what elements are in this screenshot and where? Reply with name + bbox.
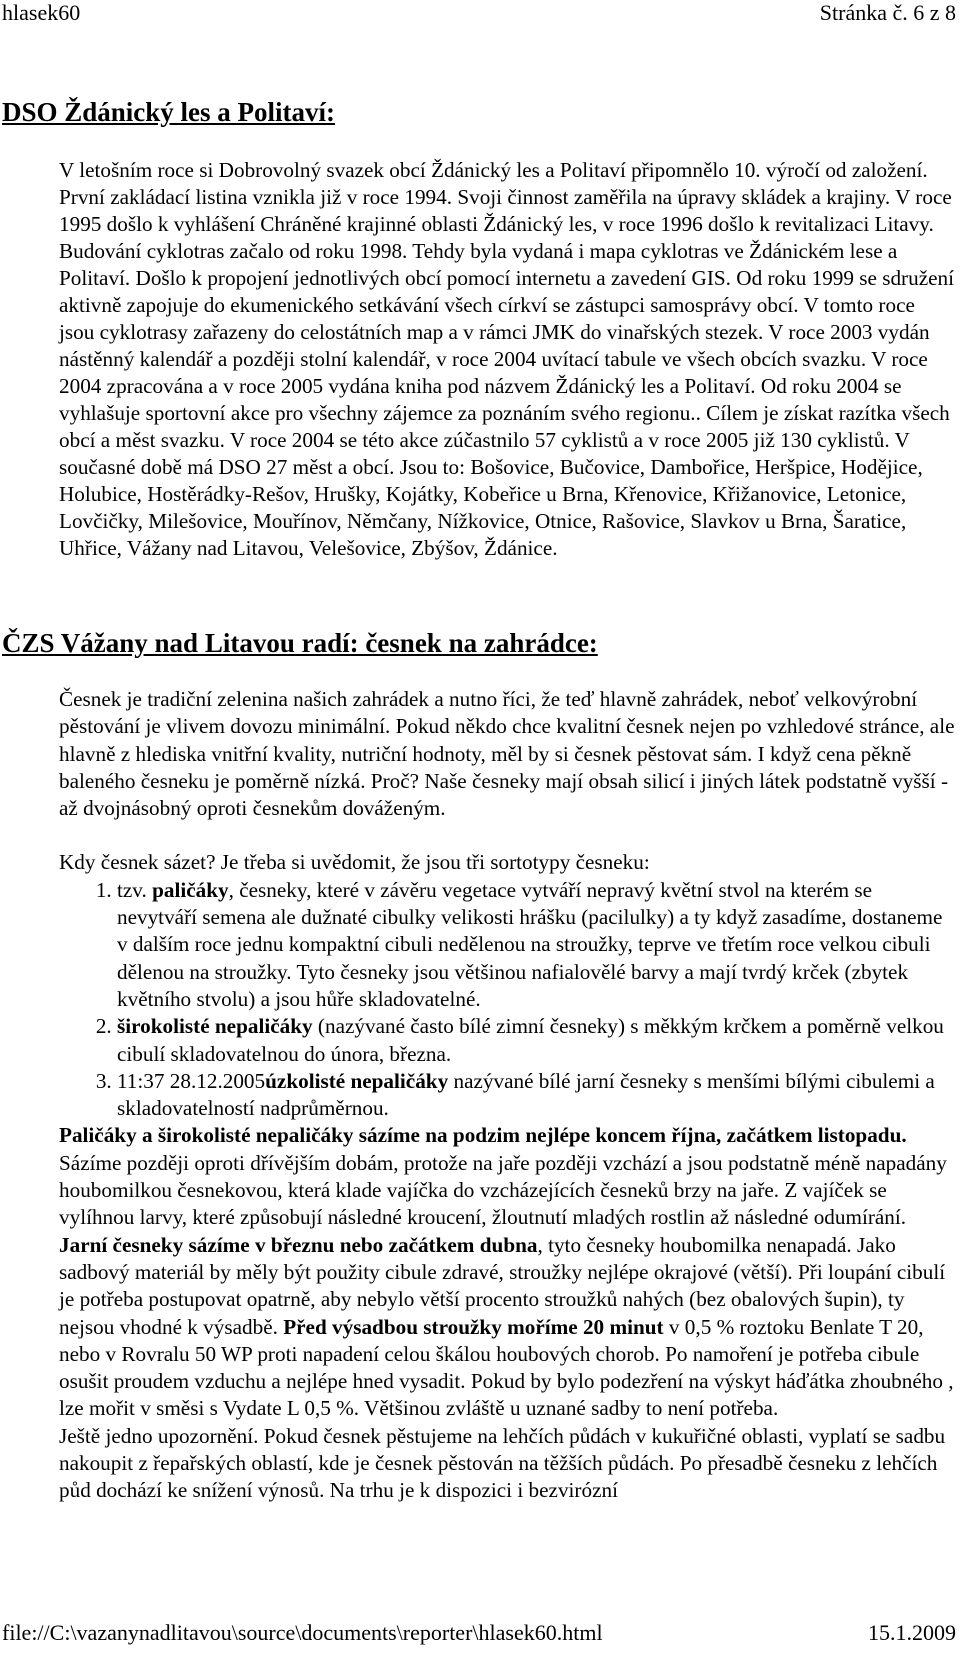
- footer-date: 15.1.2009: [868, 1620, 956, 1645]
- garlic-intro-paragraph: Česnek je tradiční zelenina našich zahrádek a nutno říci, že teď hlavně zahrádek, neboť velkovýrobní pěstování je vlivem dovozu minimální. Pokud někdo chce kvalitní česnek nejen po vzhledové stránce, ale hlavně z hlediska vnitřní kvality, nutriční hodnoty, měl by si česnek pěstovat sám. I když cena pěkně baleného česneku je poměrně nízká. Proč? Naše česneky mají obsah silicí i jiných látek podstatně vyšší - až dvojnásobný oproti česnekům dováženým.: [59, 687, 955, 821]
- list-item: [117, 1068, 956, 1123]
- garlic-question: Kdy česnek sázet? Je třeba si uvědomit, že jsou tři sortotypy česneku:: [59, 850, 650, 875]
- planting-bold-spring: Jarní česneky sázíme v březnu nebo začátkem dubna: [59, 1232, 538, 1257]
- page-footer: [0, 1620, 960, 1654]
- list-item-prefix: tzv.: [117, 877, 153, 902]
- dso-paragraph: V letošním roce si Dobrovolný svazek obcí Ždánický les a Politaví připomnělo 10. výročí od založení. První zakládací listina vznikla již v roce 1994. Svoji činnost zaměřila na úpravy skládek a krajiny. V roce 1995 došlo k vyhlášení Chráněné krajinné oblasti Ždánický les, v roce 1996 došlo k revitalizaci Litavy. Budování cyklotras začalo od roku 1998. Tehdy byla vydaná i mapa cyklotras ve Ždánickém lese a Politaví. Došlo k propojení jednotlivých obcí pomocí internetu a zavedení GIS. Od roku 1999 se sdružení aktivně zapojuje do ekumenického setkávání všech církví se zástupci samosprávy obcí. V tomto roce jsou cyklotrasy zařazeny do celostátních map a v rámci JMK do vinařských stezek. V roce 2003 vydán nástěnný kalendář a později stolní kalendář, v roce 2004 uvítací tabule ve všech obcích svazku. V roce 2004 zpracována a v roce 2005 vydána kniha pod názvem Ždánický les a Politaví. Od roku 2004 se vyhlašuje sportovní akce pro všechny zájemce za poznáním svého regionu.. Cílem je získat razítka všech obcí a měst svazku. V roce 2004 se této akce zúčastnilo 57 cyklistů a v roce 2005 již 130 cyklistů. V současné době má DSO 27 měst a obcí. Jsou to: Bošovice, Bučovice, Dambořice, Heršpice, Hodějice, Holubice, Hostěrádky-Rešov, Hrušky, Kojátky, Kobeřice u Brna, Křenovice, Křižanovice, Letonice, Lovčičky, Milešovice, Mouřínov, Němčany, Nížkovice, Otnice, Rašovice, Slavkov u Brna, Šaratice, Uhřice, Vážany nad Litavou, Velešovice, Zbýšov, Ždánice.: [59, 158, 954, 560]
- garlic-article: [59, 686, 956, 1505]
- planting-text-1: Sázíme později oproti dřívějším dobám, protože na jaře později vzchází a jsou podstatně méně napadány houbomilkou česnekovou, která klade vajíčka do vzcházejících česneků brzy na jaře. Z vajíček se vylíhnou larvy, které způsobují následné kroucení, žloutnutí mladých rostlin až následné odumírání.: [59, 1150, 947, 1230]
- planting-bold-autumn: Paličáky a širokolisté nepaličáky sázíme na podzim nejlépe koncem října, začátkem listopadu.: [59, 1123, 907, 1148]
- section-title-czs: ČZS Vážany nad Litavou radí: česnek na zahrádce:: [2, 628, 598, 658]
- footer-file-path: file://C:\vazanynadlitavou\source\documents\reporter\hlasek60.html: [2, 1620, 603, 1645]
- list-item-prefix: 11:37 28.12.2005: [117, 1068, 266, 1093]
- header-page-number: Stránka č. 6 z 8: [819, 0, 956, 25]
- header-document-name: hlasek60: [2, 0, 81, 25]
- list-item: [117, 877, 956, 1013]
- paragraph-spacer: [59, 822, 956, 849]
- planting-paragraph: [59, 1122, 956, 1422]
- page-header: [0, 0, 960, 30]
- list-item-bold: úzkolisté nepaličáky: [265, 1068, 449, 1093]
- planting-bold-treatment: Před výsadbou stroužky moříme 20 minut: [283, 1314, 664, 1339]
- section-title-dso: DSO Ždánický les a Politaví:: [2, 97, 336, 127]
- garlic-types-list: [59, 877, 956, 1123]
- planting-text-2: , tyto česneky houbomilka nenapadá. Jako sadbový materiál by měly být použity cibule zdravé, stroužky nejlépe okrajové (větší). Při loupání cibulí je potřeba postupovat opatrně, aby nebylo větší procento stroužků nahých (bez obalových šupin), ty nejsou vhodné k výsadbě.: [59, 1232, 946, 1339]
- list-item-bold: paličáky: [152, 877, 229, 902]
- list-item-text: nazývané bílé jarní česneky s menšími bílými cibulemi a skladovatelností nadprůměrnou.: [117, 1068, 935, 1121]
- note-paragraph: Ještě jedno upozornění. Pokud česnek pěstujeme na lehčích půdách v kukuřičné oblasti, vyplatí se sadbu nakoupit z řepařských oblastí, kde je česnek pěstován na těžších půdách. Po přesadbě česneku z lehčích půd dochází ke snížení výnosů. Na trhu je k dispozici i bezvirózní: [59, 1423, 946, 1503]
- list-item-text: , česneky, které v závěru vegetace vytváří nepravý květní stvol na kterém se nevytváří semena ale dužnaté cibulky velikosti hrášku (pacilulky) a ty když zasadíme, dostaneme v dalším roce jednu kompaktní cibuli nedělenou na stroužky, teprve ve třetím roce velkou cibuli dělenou na stroužky. Tyto česneky jsou většinou nafialovělé barvy a mají tvrdý krček (zbytek květního stvolu) a jsou hůře skladovatelné.: [117, 877, 943, 1011]
- list-item-text: (nazývané často bílé zimní česneky) s měkkým krčkem a poměrně velkou cibulí skladovatelnou do února, března.: [117, 1014, 944, 1066]
- planting-text-3: v 0,5 % roztoku Benlate T 20, nebo v Rovralu 50 WP proti napadení celou škálou houbových chorob. Po namoření je potřeba cibule osušit proudem vzduchu a nejlépe hned vysadit. Pokud by bylo podezření na výskyt háďátka zhoubného , lze mořit v směsi s Vydate L 0,5 %. Většinou zvláště u uznané sadby to není potřeba.: [59, 1314, 954, 1421]
- list-item-bold: širokolisté nepaličáky: [117, 1014, 313, 1039]
- list-item: [117, 1013, 956, 1068]
